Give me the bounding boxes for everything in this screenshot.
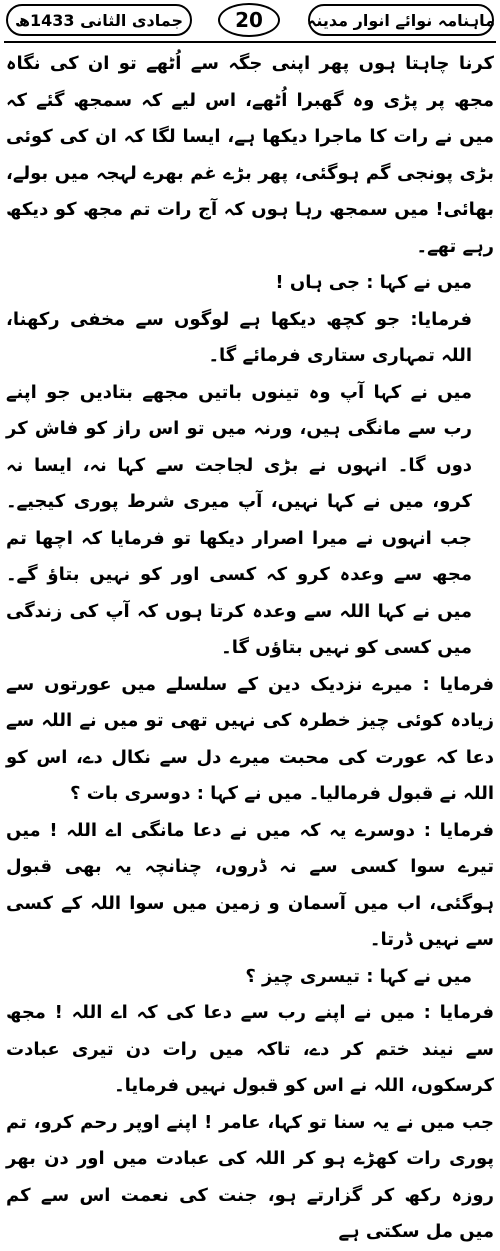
paragraph: فرمایا : میرے نزدیک دین کے سلسلے میں عورتوں سے زیادہ کوئی چیز خطرہ کی نہیں تھی تو میں نے اللہ سے دعا کہ عورت کی محبت میرے دل سے نکال دے، اس کو اللہ نے قبول فرمالیا۔ میں نے کہا : دوسری بات ؟ — [6, 673, 494, 804]
paragraph: فرمایا : میں نے اپنے رب سے دعا کی کہ اے اللہ ! مجھ سے نیند ختم کر دے، تاکہ میں رات دن تیری عبادت کرسکوں، اللہ نے اس کو قبول نہیں فرمایا۔ — [6, 1002, 494, 1096]
magazine-title: ماہنامہ نوائے انوار مدینہ — [308, 4, 494, 36]
article-body — [6, 46, 494, 1251]
paragraph: میں نے کہا : جی ہاں ! — [275, 272, 472, 293]
page-number: 20 — [218, 3, 280, 37]
paragraph: جب میں نے یہ سنا تو کہا، عامر ! اپنے اوپر رحم کرو، تم پوری رات کھڑے ہو کر اللہ کی عبادت میں اور دن بھر روزہ رکھ کر گزارتے ہو، جنت کی نعمت اس سے کم میں مل سکتی ہے — [6, 1111, 494, 1242]
paragraph: میں نے کہا : تیسری چیز ؟ — [245, 965, 472, 987]
paragraph: فرمایا: جو کچھ دیکھا ہے لوگوں سے مخفی رکھنا، اللہ تمہاری ستاری فرمائے گا۔ — [6, 308, 472, 366]
page-header — [0, 0, 500, 44]
issue-date-label: جمادی الثانی 1433ھ — [6, 4, 192, 36]
paragraph: فرمایا : دوسرے یہ کہ میں نے دعا مانگی اے اللہ ! میں تیرے سوا کسی سے نہ ڈروں، چنانچہ یہ بھی قبول ہوگئی، اب میں آسمان و زمین میں سوا اللہ کے کسی سے نہیں ڈرتا۔ — [6, 819, 494, 950]
paragraph: میں نے کہا آپ وہ تینوں باتیں مجھے بتادیں جو اپنے رب سے مانگی ہیں، ورنہ میں تو اس راز کو فاش کر دوں گا۔ انہوں نے بڑی لجاجت سے کہا نہ، ایسا نہ کرو، میں نے کہا نہیں، آپ میری شرط پوری کیجیے۔ جب انہوں نے میرا اصرار دیکھا تو فرمایا کہ اچھا تم مجھ سے وعدہ کرو کہ کسی اور کو نہیں بتاؤ گے۔ میں نے کہا اللہ سے وعدہ کرتا ہوں کہ آپ کی زندگی میں کسی کو نہیں بتاؤں گا۔ — [6, 381, 472, 658]
paragraph: کرنا چاہتا ہوں پھر اپنی جگہ سے اُٹھے تو ان کی نگاہ مجھ پر پڑی وہ گھبرا اُٹھے، اس لیے کہ سمجھ گئے کہ میں نے رات کا ماجرا دیکھا ہے، ایسا لگا کہ ان کی کوئی بڑی پونجی گم ہوگئی، پھر بڑے غم بھرے لہجہ میں بولے، بھائی! میں سمجھ رہا ہوں کہ آج رات تم مجھ کو دیکھ رہے تھے۔ — [6, 53, 494, 257]
header-divider — [4, 41, 496, 43]
